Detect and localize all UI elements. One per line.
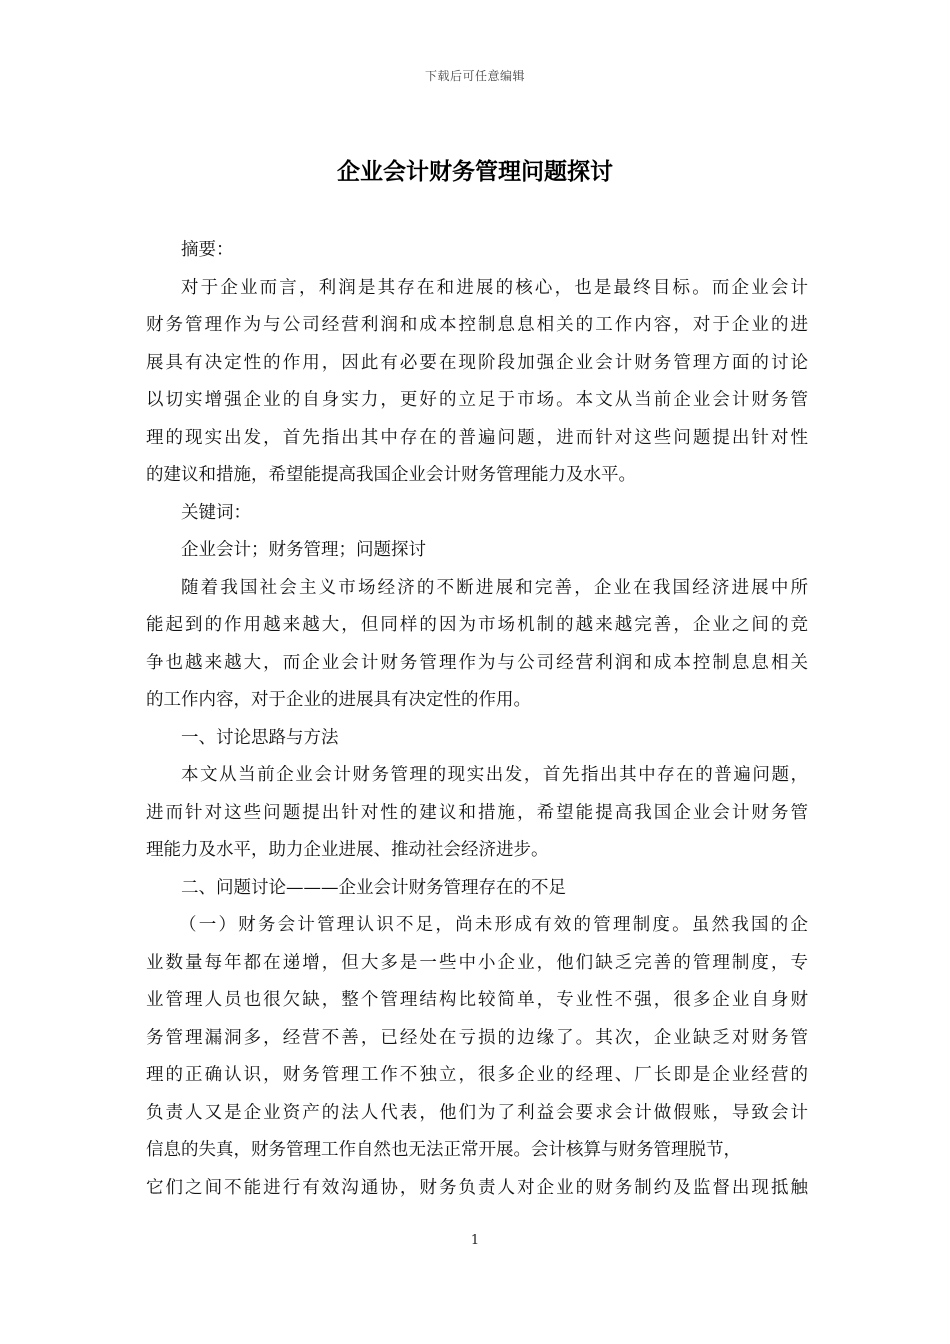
body-text-line: 的建议和措施，希望能提高我国企业会计财务管理能力及水平。 <box>146 465 636 485</box>
body-text-line: 以切实增强企业的自身实力，更好的立足于市场。本文从当前企业会计财务管 <box>146 390 808 410</box>
body-text-line: 负责人又是企业资产的法人代表，他们为了利益会要求会计做假账，导致会计 <box>146 1102 808 1123</box>
body-text-line: 业数量每年都在递增，但大多是一些中小企业，他们缺乏完善的管理制度，专 <box>146 952 808 973</box>
body-text-line: 理的现实出发，首先指出其中存在的普遍问题，进而针对这些问题提出针对性 <box>146 427 808 448</box>
body-text-line: 企业会计；财务管理；问题探讨 <box>181 540 426 560</box>
body-text-line: 理能力及水平，助力企业进展、推动社会经济进步。 <box>146 840 549 860</box>
body-text-line: 摘要： <box>181 240 234 260</box>
body-text-line: 信息的失真，财务管理工作自然也无法正常开展。会计核算与财务管理脱节， <box>146 1140 741 1160</box>
document-body <box>146 232 808 1207</box>
body-text-line: 进而针对这些问题提出针对性的建议和措施，希望能提高我国企业会计财务管 <box>146 802 808 823</box>
body-text-line: 关键词： <box>181 502 251 523</box>
document-title: 企业会计财务管理问题探讨 <box>337 158 613 185</box>
body-text-line: 能起到的作用越来越大，但同样的因为市场机制的越来越完善，企业之间的竞 <box>146 615 808 635</box>
body-text-line: 随着我国社会主义市场经济的不断进展和完善，企业在我国经济进展中所 <box>181 577 808 598</box>
body-text-line: 争也越来越大，而企业会计财务管理作为与公司经营利润和成本控制息息相关 <box>146 652 808 673</box>
page-header: 下载后可任意编辑 <box>424 69 525 83</box>
body-text-line: 对于企业而言，利润是其存在和进展的核心，也是最终目标。而企业会计 <box>181 277 808 298</box>
body-text-line: 的工作内容，对于企业的进展具有决定性的作用。 <box>146 690 531 710</box>
body-text-line: 本文从当前企业会计财务管理的现实出发，首先指出其中存在的普遍问题， <box>181 765 808 785</box>
body-text-line: 财务管理作为与公司经营利润和成本控制息息相关的工作内容，对于企业的进 <box>146 315 808 335</box>
body-text-line: 业管理人员也很欠缺，整个管理结构比较简单，专业性不强，很多企业自身财 <box>146 990 808 1010</box>
body-text-line: 二、问题讨论———企业会计财务管理存在的不足 <box>181 877 566 898</box>
body-text-line: 理的正确认识，财务管理工作不独立，很多企业的经理、厂长即是企业经营的 <box>146 1065 808 1085</box>
body-text-line: （一）财务会计管理认识不足，尚未形成有效的管理制度。虽然我国的企 <box>179 915 808 935</box>
body-text-line: 展具有决定性的作用，因此有必要在现阶段加强企业会计财务管理方面的讨论 <box>146 352 808 373</box>
page-number: 1 <box>470 1233 480 1248</box>
body-text-line: 务管理漏洞多，经营不善，已经处在亏损的边缘了。其次，企业缺乏对财务管 <box>146 1027 808 1048</box>
body-text-line: 一、讨论思路与方法 <box>181 727 339 748</box>
body-text-line: 它们之间不能进行有效沟通协，财务负责人对企业的财务制约及监督出现抵触 <box>146 1177 808 1198</box>
